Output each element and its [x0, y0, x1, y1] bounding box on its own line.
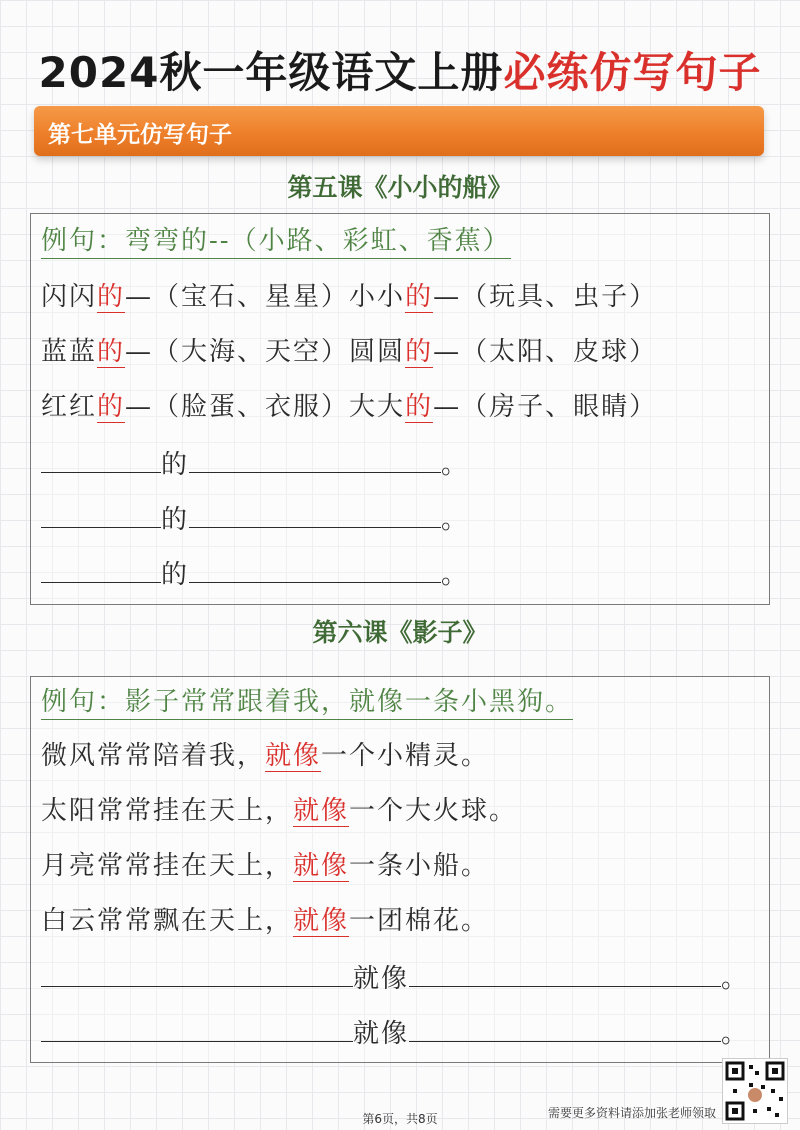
blank-input[interactable] — [189, 501, 441, 528]
lesson5-title: 第五课《小小的船》 — [287, 173, 513, 202]
lesson5-box — [30, 213, 770, 605]
blank-input[interactable] — [409, 960, 721, 987]
page-title-highlight: 必练仿写句子 — [503, 48, 762, 97]
lesson6-example — [41, 685, 573, 719]
lesson5-example — [41, 224, 511, 258]
fill-in-blank-row — [41, 556, 469, 592]
lesson5-row — [41, 335, 657, 369]
blank-input[interactable] — [41, 446, 161, 473]
sentence-end: 一个小精灵。 — [321, 741, 490, 771]
unit-banner-label: 第七单元仿写句子 — [48, 122, 232, 148]
keyword-jiuxiang: 就像 — [293, 851, 350, 881]
particle-de: 的 — [405, 282, 434, 312]
period: 。 — [441, 450, 470, 480]
options: —（玩具、虫子） — [433, 282, 658, 312]
particle-de: 的 — [161, 560, 190, 590]
word: 小小 — [349, 282, 406, 312]
lesson5-row — [41, 390, 657, 424]
period: 。 — [441, 505, 470, 535]
sentence-end: 一条小船。 — [349, 851, 490, 881]
blank-input[interactable] — [409, 1015, 721, 1042]
blank-input[interactable] — [41, 960, 353, 987]
blank-input[interactable] — [41, 556, 161, 583]
lesson6-example-text: 例句：影子常常跟着我，就像一条小黑狗。 — [41, 687, 573, 720]
blank-input[interactable] — [41, 501, 161, 528]
lesson6-title: 第六课《影子》 — [312, 618, 488, 647]
lesson6-row — [41, 794, 517, 828]
fill-in-blank-row — [41, 501, 469, 537]
word: 大大 — [349, 392, 406, 422]
options: —（房子、眼睛） — [433, 392, 658, 422]
sentence-end: 一个大火球。 — [349, 796, 518, 826]
particle-de: 的 — [97, 282, 126, 312]
sentence-start: 微风常常陪着我， — [41, 741, 266, 771]
qr-code-icon[interactable] — [722, 1058, 788, 1124]
period: 。 — [721, 964, 750, 994]
fill-in-blank-row — [41, 960, 749, 996]
word: 蓝蓝 — [41, 337, 98, 367]
lesson6-row — [41, 849, 489, 883]
blank-input[interactable] — [189, 556, 441, 583]
lesson6-box — [30, 676, 770, 1063]
sentence-start: 白云常常飘在天上， — [41, 906, 294, 936]
options: —（大海、天空） — [125, 337, 350, 367]
particle-de: 的 — [97, 392, 126, 422]
word: 圆圆 — [349, 337, 406, 367]
unit-banner — [34, 106, 764, 156]
word: 红红 — [41, 392, 98, 422]
page-title-main: 2024秋一年级语文上册 — [38, 48, 504, 97]
keyword-jiuxiang: 就像 — [293, 906, 350, 936]
fill-in-blank-row — [41, 446, 469, 482]
sentence-start: 月亮常常挂在天上， — [41, 851, 294, 881]
keyword-jiuxiang: 就像 — [353, 1019, 410, 1049]
particle-de: 的 — [405, 392, 434, 422]
keyword-jiuxiang: 就像 — [353, 964, 410, 994]
period: 。 — [441, 560, 470, 590]
blank-input[interactable] — [189, 446, 441, 473]
lesson5-row — [41, 280, 657, 314]
keyword-jiuxiang: 就像 — [265, 741, 322, 771]
options: —（脸蛋、衣服） — [125, 392, 350, 422]
word: 闪闪 — [41, 282, 98, 312]
promo-text: 需要更多资料请添加张老师领取 — [547, 1106, 716, 1120]
particle-de: 的 — [161, 505, 190, 535]
particle-de: 的 — [161, 450, 190, 480]
page-title — [0, 40, 800, 100]
lesson6-row — [41, 904, 489, 938]
options: —（宝石、星星） — [125, 282, 350, 312]
lesson6-row — [41, 739, 489, 773]
particle-de: 的 — [97, 337, 126, 367]
lesson5-example-text: 例句：弯弯的--（小路、彩虹、香蕉） — [41, 226, 511, 259]
fill-in-blank-row — [41, 1015, 749, 1051]
particle-de: 的 — [405, 337, 434, 367]
sentence-end: 一团棉花。 — [349, 906, 490, 936]
sentence-start: 太阳常常挂在天上， — [41, 796, 294, 826]
period: 。 — [721, 1019, 750, 1049]
keyword-jiuxiang: 就像 — [293, 796, 350, 826]
blank-input[interactable] — [41, 1015, 353, 1042]
options: —（太阳、皮球） — [433, 337, 658, 367]
page-number: 第6页，共8页 — [362, 1112, 438, 1126]
